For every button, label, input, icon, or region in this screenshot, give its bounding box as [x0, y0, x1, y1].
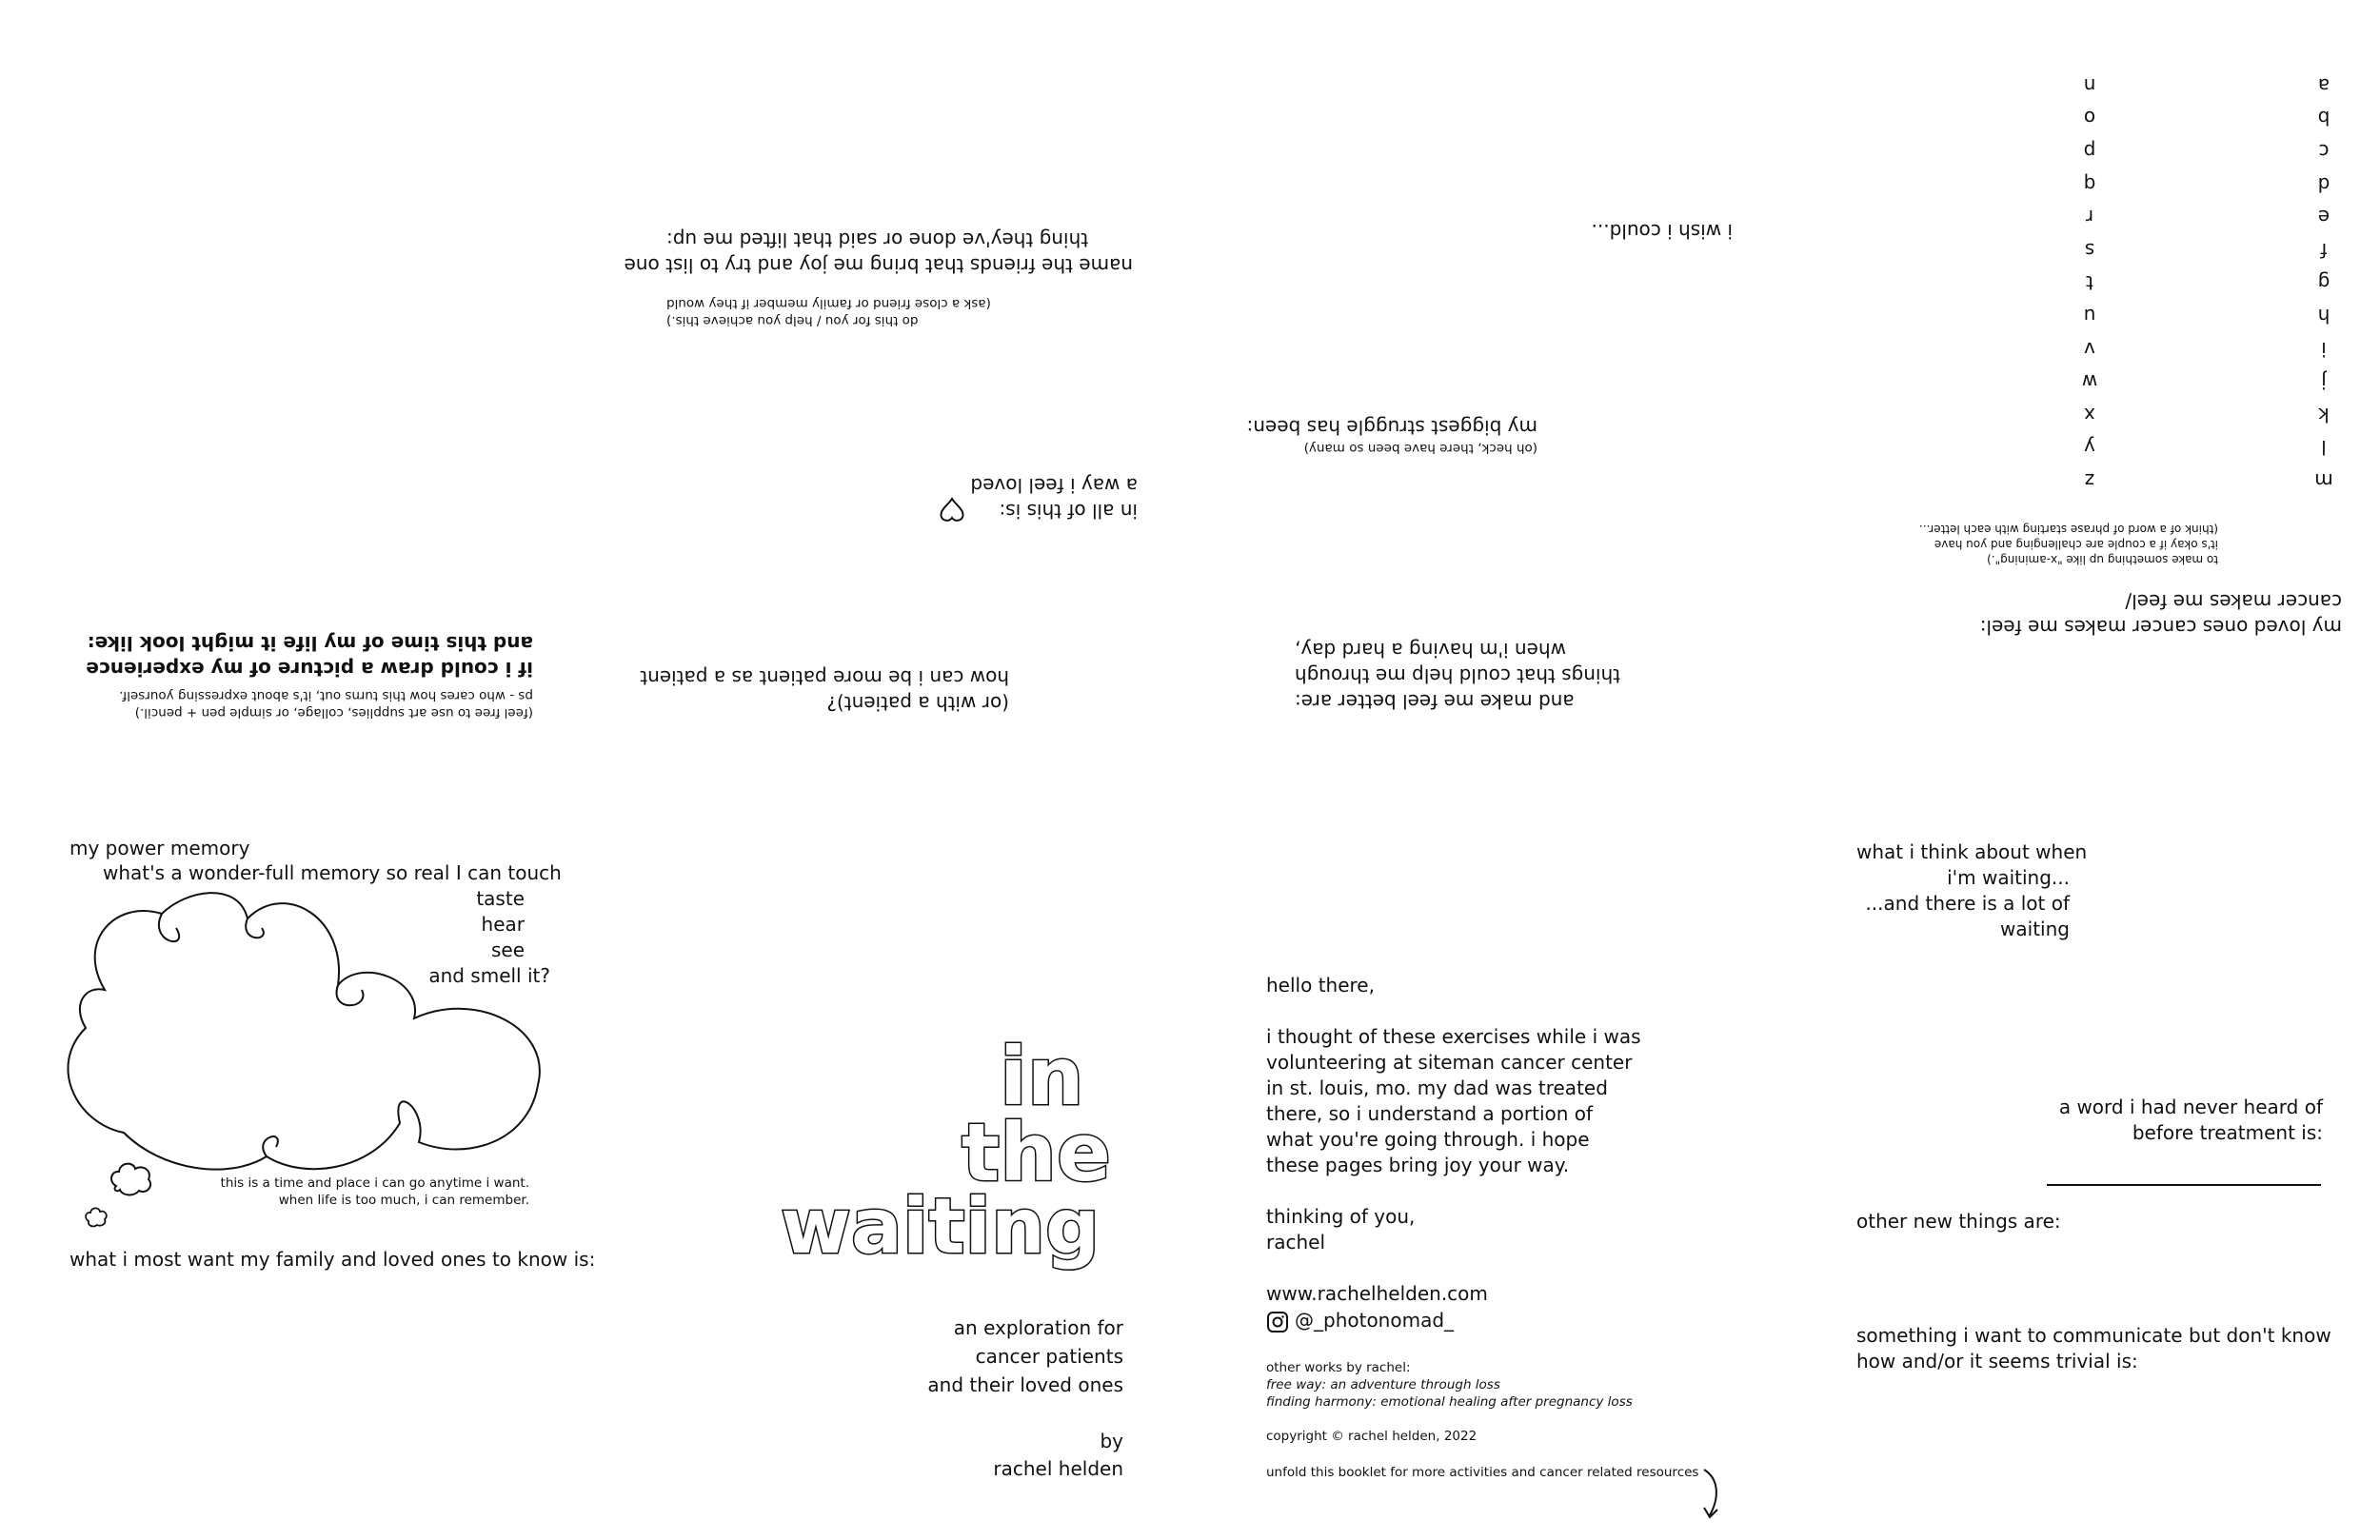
tiny-cloud-icon: [84, 1207, 109, 1228]
power-memory-line-hear: hear: [481, 913, 525, 936]
letter-x: x: [2084, 403, 2095, 426]
letter-closing-1: thinking of you,: [1266, 1205, 1416, 1228]
cancer-feel-line-2: my loved ones cancer makes me feel:: [1979, 616, 2342, 639]
other-works-label: other works by rachel:: [1266, 1360, 1411, 1375]
curved-arrow-icon: [1700, 1466, 1723, 1523]
hard-day-line-3: and make me feel better are:: [1295, 690, 1575, 713]
other-work-1: free way: an adventure through loss: [1266, 1377, 1500, 1392]
letter-u: u: [2083, 305, 2096, 328]
communicate-prompt: [1856, 1323, 2331, 1374]
letter-e: e: [2317, 206, 2330, 229]
subtitle-line-1: an exploration for: [953, 1316, 1123, 1339]
letter-c: c: [2318, 140, 2330, 164]
power-memory-caption-2: when life is too much, i can remember.: [278, 1193, 529, 1208]
website-link[interactable]: www.rachelhelden.com: [1266, 1282, 1488, 1305]
power-memory-line-see: see: [490, 938, 525, 961]
power-memory-line-taste: taste: [476, 887, 525, 910]
letter-body-3: in st. louis, mo. my dad was treated: [1266, 1076, 1608, 1099]
letter-y: y: [2084, 436, 2095, 460]
letter-greeting: hello there,: [1266, 974, 1375, 997]
alphabet-note: [1875, 514, 2218, 567]
letter-r: r: [2085, 206, 2094, 229]
patient-line-2: (or with a patient)?: [826, 692, 1009, 715]
feel-loved-line-2: in all of this is:: [999, 500, 1138, 523]
communicate-line-1: something i want to communicate but don't know: [1856, 1324, 2331, 1347]
cancer-feel-prompt: [1979, 586, 2342, 640]
alphabet-note-1: (think of a word of phrase starting with each letter...: [1918, 523, 2218, 536]
friends-note-2: do this for you / help you achieve this.): [666, 313, 919, 328]
letter-l: l: [2321, 436, 2327, 460]
title-word-in: in: [1000, 1030, 1084, 1123]
letter-w: w: [2081, 370, 2098, 394]
waiting-line-1: what i think about when: [1856, 840, 2088, 863]
power-memory-line-1: what's a wonder-full memory so real I can touch: [103, 861, 562, 884]
wish-prompt: [1591, 217, 1733, 244]
patient-prompt: [640, 659, 1009, 716]
waiting-line-2: i'm waiting...: [1947, 866, 2070, 889]
struggle-prompt: [1246, 411, 1537, 457]
alphabet-column-n-z: [2075, 69, 2104, 497]
byline-by: by: [1100, 1430, 1123, 1452]
draw-picture-note-2: ps - who cares how this turns out, it's about expressing yourself.: [119, 688, 533, 703]
new-word-prompt: [1980, 1095, 2323, 1146]
letter-b: b: [2317, 107, 2330, 130]
alphabet-column-a-m: [2310, 69, 2338, 497]
cover-title: [771, 1028, 1171, 1285]
draw-picture-note-1: (feel free to use art supplies, collage, or simple pen + pencil.): [134, 705, 533, 721]
letter-z: z: [2084, 469, 2095, 492]
draw-picture-prompt: [86, 617, 533, 721]
answer-line: [2047, 1184, 2321, 1186]
letter-d: d: [2317, 172, 2330, 196]
alphabet-note-2: it's okay if a couple are challenging and you have: [1934, 538, 2218, 551]
letter-p: p: [2083, 140, 2096, 164]
waiting-thoughts: [1856, 839, 2088, 942]
new-word-line-2: before treatment is:: [2132, 1121, 2323, 1144]
subtitle-line-2: cancer patients: [975, 1345, 1123, 1368]
feel-loved-line-1: a way i feel loved: [970, 474, 1138, 497]
subtitle-line-3: and their loved ones: [927, 1373, 1123, 1396]
hard-day-line-1: when i'm having a hard day,: [1295, 639, 1566, 661]
communicate-line-2: how and/or it seems trivial is:: [1856, 1350, 2138, 1372]
small-cloud-icon: [107, 1159, 154, 1197]
hard-day-line-2: things that could help me through: [1295, 664, 1621, 687]
letter-v: v: [2084, 337, 2095, 361]
friends-line-1: name the friends that bring me joy and try to list one: [624, 254, 1133, 277]
letter-g: g: [2317, 271, 2330, 295]
letter-body-2: volunteering at siteman cancer center: [1266, 1051, 1633, 1074]
draw-picture-line-2: and this time of my life it might look like:: [87, 632, 533, 655]
letter-n: n: [2083, 73, 2096, 97]
cover-subtitle: [838, 1313, 1123, 1399]
letter-m: m: [2314, 469, 2333, 492]
letter-a: a: [2317, 73, 2330, 97]
cover-byline: [838, 1428, 1123, 1483]
new-things-prompt: other new things are:: [1856, 1210, 2061, 1233]
other-work-2: finding harmony: emotional healing after pregnancy loss: [1266, 1394, 1633, 1410]
copyright: copyright © rachel helden, 2022: [1266, 1429, 1478, 1444]
hard-day-prompt: [1295, 634, 1733, 714]
friends-note-1: (ask a close friend or family member if they would: [666, 296, 991, 311]
struggle-note: (oh heck, there have been so many): [1303, 441, 1537, 456]
title-word-the: the: [962, 1106, 1111, 1199]
title-word-waiting: waiting: [781, 1182, 1101, 1271]
friends-line-2: thing they've done or said that lifted me up:: [666, 228, 1089, 251]
letter-closing-2: rachel: [1266, 1231, 1326, 1254]
power-memory-line-smell: and smell it?: [428, 964, 550, 987]
alphabet-note-3: to make something up like "x-amining".): [1987, 553, 2218, 566]
waiting-line-3: ...and there is a lot of: [1865, 892, 2070, 915]
letter-t: t: [2086, 271, 2093, 295]
heart-icon: [938, 495, 966, 522]
cancer-feel-line-1: cancer makes me feel/: [2125, 590, 2342, 613]
power-memory-title: my power memory: [69, 837, 250, 859]
wish-line: i wish i could...: [1591, 220, 1733, 243]
instagram-row[interactable]: [1266, 1308, 1454, 1333]
unfold-note: unfold this booklet for more activities and cancer related resources: [1266, 1465, 1699, 1480]
letter-f: f: [2320, 238, 2328, 262]
instagram-handle: @_photonomad_: [1295, 1309, 1455, 1332]
letter-k: k: [2318, 403, 2330, 426]
patient-line-1: how can i be more patient as a patient: [640, 666, 1009, 689]
draw-picture-line-1: if i could draw a picture of my experience: [86, 658, 533, 681]
letter-body-5: what you're going through. i hope: [1266, 1128, 1590, 1151]
waiting-line-4: waiting: [2000, 918, 2070, 940]
thought-cloud-drawing: [57, 885, 552, 1190]
family-prompt: what i most want my family and loved ones to know is:: [69, 1248, 596, 1271]
friends-prompt: [624, 206, 1133, 329]
new-word-line-1: a word i had never heard of: [2058, 1096, 2323, 1118]
letter-q: q: [2083, 172, 2096, 196]
instagram-icon: [1266, 1311, 1289, 1333]
letter-s: s: [2084, 238, 2095, 262]
letter-o: o: [2083, 107, 2096, 130]
intro-letter: [1266, 973, 1723, 1307]
other-works: [1266, 1359, 1633, 1411]
byline-author: rachel helden: [993, 1457, 1123, 1480]
struggle-line: my biggest struggle has been:: [1246, 416, 1537, 439]
letter-body-6: these pages bring joy your way.: [1266, 1154, 1570, 1176]
letter-h: h: [2317, 305, 2330, 328]
letter-body-4: there, so i understand a portion of: [1266, 1102, 1594, 1125]
power-memory-caption-1: this is a time and place i can go anytime i want.: [220, 1175, 529, 1191]
letter-j: j: [2321, 370, 2327, 394]
power-memory-caption: [181, 1175, 529, 1209]
letter-i: i: [2321, 337, 2327, 361]
letter-body-1: i thought of these exercises while i was: [1266, 1025, 1641, 1048]
feel-loved-prompt: [938, 466, 1138, 523]
